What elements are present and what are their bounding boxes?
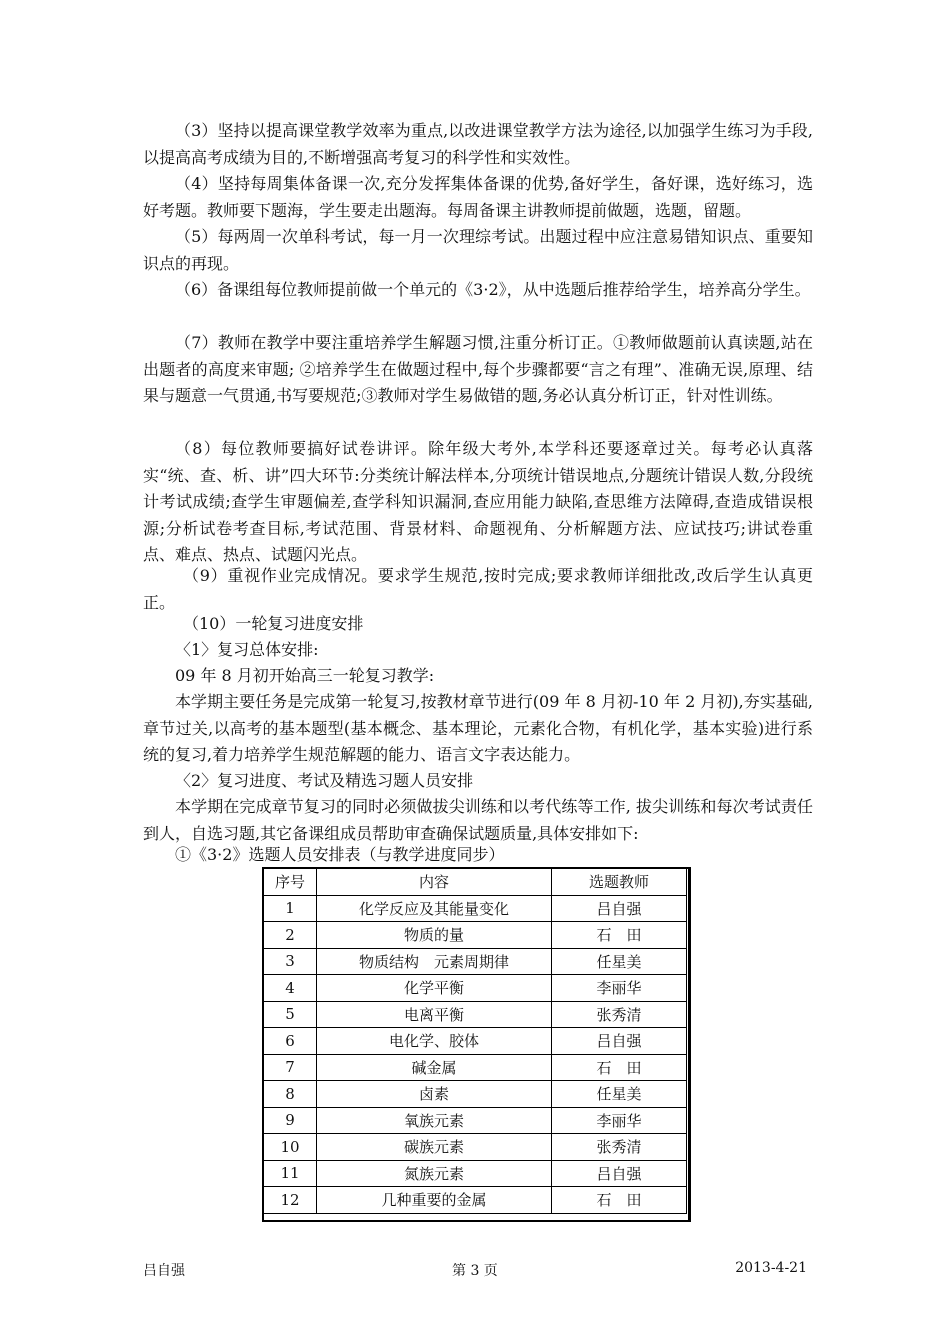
table-row bbox=[264, 1054, 687, 1081]
footer-page-number: 第 3 页 bbox=[452, 1263, 498, 1279]
table-row bbox=[264, 975, 687, 1002]
row-content: 氮族元素 bbox=[317, 1160, 552, 1187]
row-number: 9 bbox=[264, 1107, 317, 1134]
table-row bbox=[264, 1187, 687, 1214]
subheading-progress: 〈2〉复习进度、考试及精选习题人员安排 bbox=[175, 771, 474, 790]
footer-author: 吕自强 bbox=[143, 1263, 185, 1279]
table-header-row bbox=[264, 869, 687, 896]
table-row bbox=[264, 1001, 687, 1028]
header-content: 内容 bbox=[317, 869, 552, 896]
paragraph-6: （6）备课组每位教师提前做一个单元的《3·2》，从中选题后推荐给学生，培养高分学生。 bbox=[175, 280, 811, 299]
row-number: 3 bbox=[264, 948, 317, 975]
row-teacher: 吕自强 bbox=[552, 1160, 687, 1187]
paragraph-7: （7）教师在教学中要注重培养学生解题习惯,注重分析订正。①教师做题前认真读题,站在出题者的高度来审题; ②培养学生在做题过程中,每个步骤都要“言之有理”、准确无误,原理、结果与题意一气贯通,书写要规范;③教师对学生易做错的题,务必认真分析订正，针对性训练。 bbox=[143, 333, 813, 405]
row-teacher: 张秀清 bbox=[552, 1001, 687, 1028]
row-teacher: 石 田 bbox=[552, 1054, 687, 1081]
paragraph-8: （8）每位教师要搞好试卷讲评。除年级大考外,本学科还要逐章过关。每考必认真落实“统、查、析、讲”四大环节:分类统计解法样本,分项统计错误地点,分题统计错误人数,分段统计考试成绩;查学生审题偏差,查学科知识漏洞,查应用能力缺陷,查思维方法障碍,查造成错误根源;分析试卷考查目标,考试范围、背景材料、命题视角、分析解题方法、应试技巧;讲试卷重点、难点、热点、试题闪光点。 bbox=[143, 439, 813, 564]
row-content: 物质的量 bbox=[317, 922, 552, 949]
teacher-assignment-table bbox=[263, 868, 687, 1214]
footer-date: 2013-4-21 bbox=[735, 1260, 807, 1276]
table-row bbox=[264, 1028, 687, 1055]
row-number: 7 bbox=[264, 1054, 317, 1081]
table-row bbox=[264, 1081, 687, 1108]
arrangement-paragraph: 本学期在完成章节复习的同时必须做拔尖训练和以考代练等工作, 拔尖训练和每次考试责任到人，自选习题,其它备课组成员帮助审查确保试题质量,具体安排如下: bbox=[143, 797, 813, 843]
row-teacher: 李丽华 bbox=[552, 975, 687, 1002]
paragraph-10-heading: （10）一轮复习进度安排 bbox=[183, 614, 364, 633]
row-number: 10 bbox=[264, 1134, 317, 1161]
paragraph-5: （5）每两周一次单科考试，每一月一次理综考试。出题过程中应注意易错知识点、重要知识点的再现。 bbox=[143, 227, 813, 273]
table-row bbox=[264, 1107, 687, 1134]
paragraph-3: （3）坚持以提高课堂教学效率为重点,以改进课堂教学方法为途径,以加强学生练习为手段,以提高高考成绩为目的,不断增强高考复习的科学性和实效性。 bbox=[143, 121, 813, 167]
row-number: 2 bbox=[264, 922, 317, 949]
paragraph-9: （9）重视作业完成情况。要求学生规范,按时完成;要求教师详细批改,改后学生认真更正。 bbox=[143, 566, 813, 612]
semester-task-paragraph: 本学期主要任务是完成第一轮复习,按教材章节进行(09 年 8 月初-10 年 2 月初),夯实基础,章节过关,以高考的基本题型(基本概念、基本理论，元素化合物，有机化学，基本实验)进行系统的复习,着力培养学生规范解题的能力、语言文字表达能力。 bbox=[143, 692, 813, 764]
table-row bbox=[264, 922, 687, 949]
row-teacher: 任星美 bbox=[552, 1081, 687, 1108]
row-teacher: 吕自强 bbox=[552, 1028, 687, 1055]
row-content: 化学反应及其能量变化 bbox=[317, 895, 552, 922]
header-number: 序号 bbox=[264, 869, 317, 896]
table-row bbox=[264, 895, 687, 922]
row-teacher: 石 田 bbox=[552, 922, 687, 949]
row-content: 碳族元素 bbox=[317, 1134, 552, 1161]
start-date-line: 09 年 8 月初开始高三一轮复习教学: bbox=[175, 666, 435, 685]
row-content: 电化学、胶体 bbox=[317, 1028, 552, 1055]
table-caption: ①《3·2》选题人员安排表（与教学进度同步） bbox=[175, 845, 505, 864]
row-number: 8 bbox=[264, 1081, 317, 1108]
row-number: 6 bbox=[264, 1028, 317, 1055]
row-content: 几种重要的金属 bbox=[317, 1187, 552, 1214]
row-teacher: 任星美 bbox=[552, 948, 687, 975]
header-teacher: 选题教师 bbox=[552, 869, 687, 896]
row-content: 物质结构 元素周期律 bbox=[317, 948, 552, 975]
paragraph-4: （4）坚持每周集体备课一次,充分发挥集体备课的优势,备好学生，备好课，选好练习，选好考题。教师要下题海，学生要走出题海。每周备课主讲教师提前做题，选题，留题。 bbox=[143, 174, 813, 220]
row-content: 化学平衡 bbox=[317, 975, 552, 1002]
row-content: 氧族元素 bbox=[317, 1107, 552, 1134]
table-row bbox=[264, 1134, 687, 1161]
row-number: 1 bbox=[264, 895, 317, 922]
row-content: 电离平衡 bbox=[317, 1001, 552, 1028]
row-content: 碱金属 bbox=[317, 1054, 552, 1081]
row-teacher: 张秀清 bbox=[552, 1134, 687, 1161]
row-number: 5 bbox=[264, 1001, 317, 1028]
table-row bbox=[264, 948, 687, 975]
row-number: 12 bbox=[264, 1187, 317, 1214]
row-number: 11 bbox=[264, 1160, 317, 1187]
row-teacher: 李丽华 bbox=[552, 1107, 687, 1134]
table-row bbox=[264, 1160, 687, 1187]
row-number: 4 bbox=[264, 975, 317, 1002]
row-teacher: 石 田 bbox=[552, 1187, 687, 1214]
row-teacher: 吕自强 bbox=[552, 895, 687, 922]
subheading-overall: 〈1〉复习总体安排: bbox=[175, 640, 319, 659]
row-content: 卤素 bbox=[317, 1081, 552, 1108]
